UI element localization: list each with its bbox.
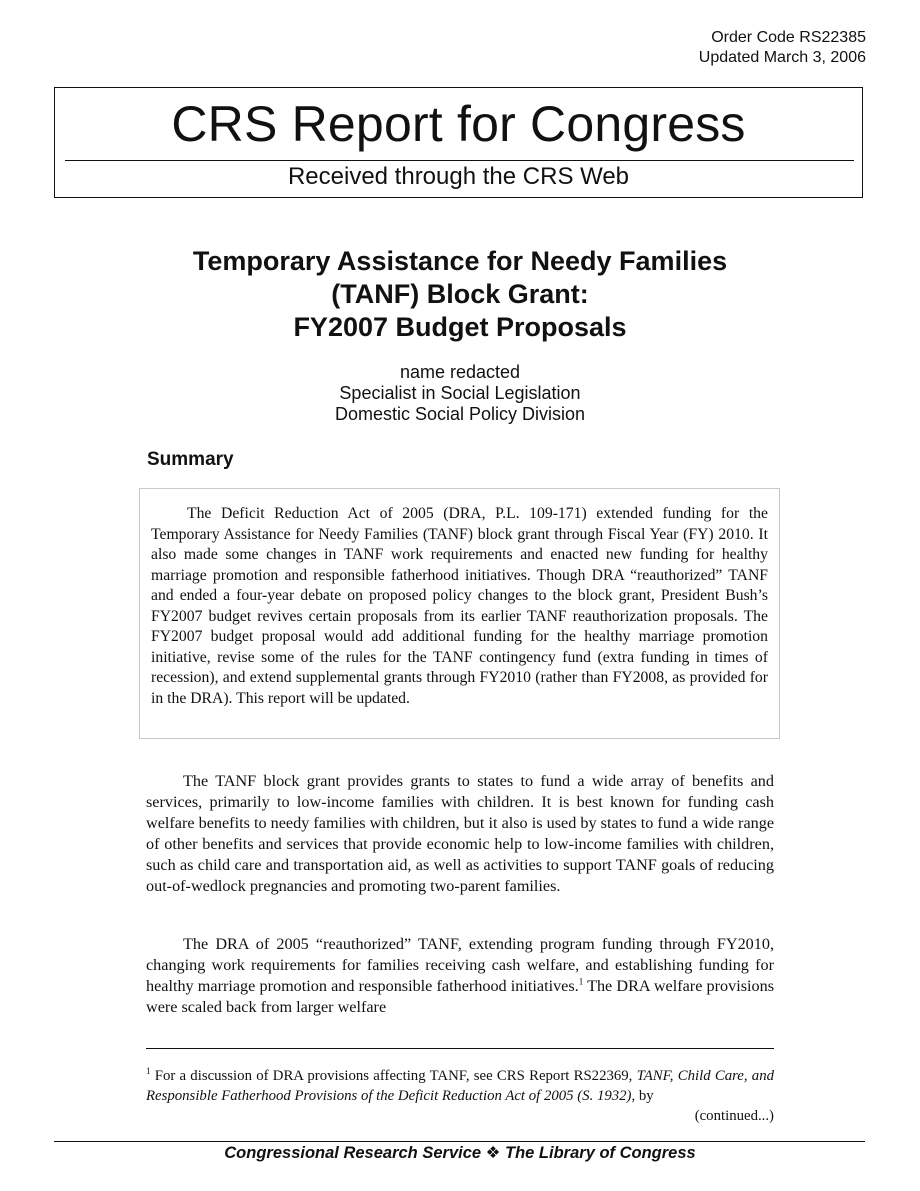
summary-text: The Deficit Reduction Act of 2005 (DRA, P.L. 109-171) extended funding for the Temporary Assistance for Needy Families (TANF) block grant through Fiscal Year (FY) 2010. It also made some changes in TANF work requirements and enacted new funding for healthy marriage promotion and responsible fatherhood initiatives. Though DRA “reauthorized” TANF and ended a four-year debate on proposed policy changes to the block grant, President Bush’s FY2007 budget revives certain proposals from its earlier TANF reauthorization proposals. The FY2007 budget proposal would add additional funding for the healthy marriage promotion initiative, revise some of the rules for the TANF contingency fund (extra funding in times of recession), and extend supplemental grants through FY2010 (rather than FY2008, as provided for in the DRA). This report will be updated. — [151, 505, 768, 707]
author-division: Domestic Social Policy Division — [334, 404, 586, 424]
title-line: (TANF) Block Grant: — [331, 279, 589, 309]
footnote-continued: (continued...) — [694, 1108, 774, 1124]
footnote-cited-title: TANF, Child Care, and Responsible Fatherhood Provisions of the Deficit Reduction Act of 2005 (S. 1932) — [146, 1068, 774, 1104]
page-footer: Congressional Research Service ❖ The Library of Congress — [224, 1144, 696, 1162]
footer-divider — [54, 1141, 865, 1142]
banner-divider — [65, 160, 854, 161]
footnote-text: , by — [631, 1088, 654, 1104]
body-paragraph: The TANF block grant provides grants to states to fund a wide array of benefits and services, primarily to low-income families with children. It is best known for funding cash welfare benefits to needy families with children, but it also is used by states to fund a wide range of other benefits and services that provide economic help to low-income families with children, such as child care and transportation aid, as well as activities to support TANF goals of reducing out-of-wedlock pregnancies and promoting two-parent families. — [146, 772, 774, 895]
report-banner — [54, 87, 863, 198]
footnote — [146, 1066, 774, 1106]
author-block — [200, 362, 720, 425]
footnote-divider — [146, 1048, 774, 1049]
footnote-reference[interactable]: 1 — [578, 976, 584, 987]
summary-heading: Summary — [147, 449, 234, 470]
banner-title: CRS Report for Congress — [171, 96, 746, 152]
paragraph-text: The DRA of 2005 “reauthorized” TANF, extending program funding through FY2010, changing work requirements for families receiving cash welfare, and establishing funding for healthy marriage promotion and responsible fatherhood initiatives. — [146, 935, 774, 995]
footnote-text: For a discussion of DRA provisions affecting TANF, see CRS Report RS22369, — [150, 1068, 637, 1084]
author-position: Specialist in Social Legislation — [339, 383, 581, 403]
summary-box — [139, 488, 780, 739]
title-line: Temporary Assistance for Needy Families — [192, 246, 728, 276]
title-line: FY2007 Budget Proposals — [293, 312, 627, 342]
paragraph-text: The DRA welfare provisions were scaled back from larger welfare — [146, 977, 774, 1016]
author-name: name redacted — [399, 362, 521, 382]
order-code-block — [699, 28, 866, 68]
document-title — [100, 245, 820, 344]
footnote-number: 1 — [146, 1066, 151, 1077]
updated-date: Updated March 3, 2006 — [698, 49, 866, 66]
order-code: Order Code RS22385 — [711, 29, 866, 46]
body-paragraph — [146, 934, 774, 1018]
banner-subtitle: Received through the CRS Web — [287, 163, 630, 190]
